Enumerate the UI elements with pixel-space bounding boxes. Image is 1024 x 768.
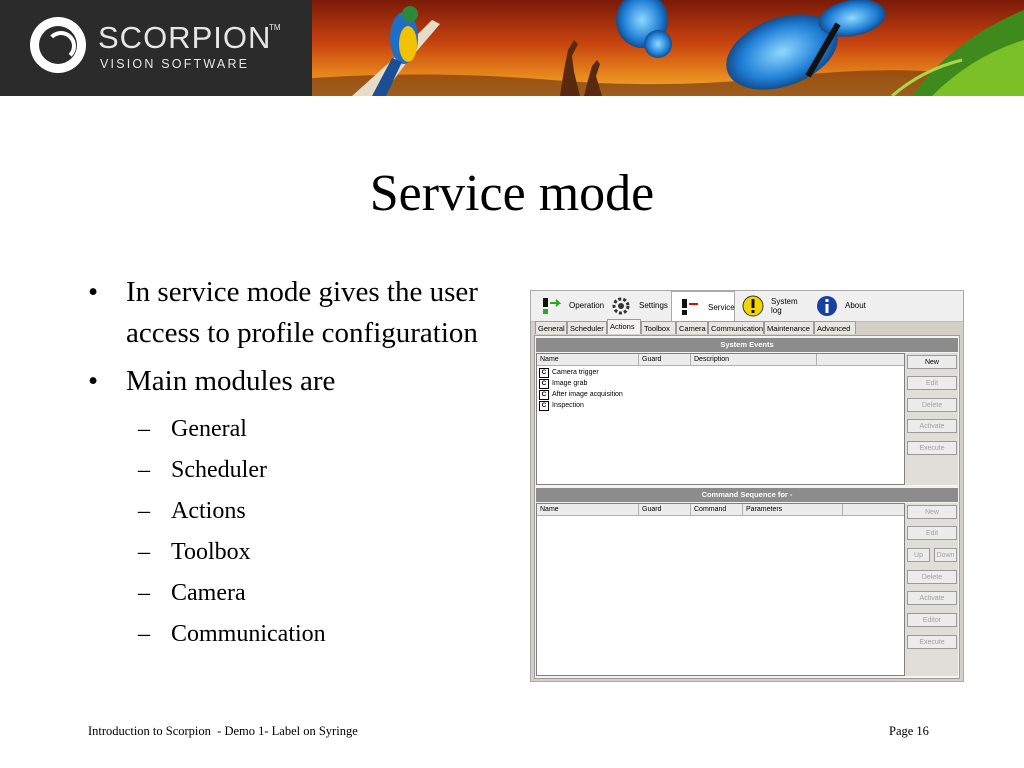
bullet-item	[88, 272, 508, 354]
sub-bullet-text: Toolbox	[171, 539, 251, 565]
tab-label: System log	[771, 296, 798, 315]
edit-command-button[interactable]: Edit	[907, 526, 957, 540]
subtab-communication[interactable]: Communication	[708, 321, 764, 334]
bullet-glyph: •	[88, 365, 99, 397]
row-name: Inspection	[552, 402, 584, 409]
logo-subtitle: VISION SOFTWARE	[100, 57, 250, 71]
dash-glyph: –	[138, 580, 150, 606]
bullet-glyph: •	[88, 276, 99, 308]
system-events-header: System Events	[536, 338, 958, 352]
tab-service[interactable]	[671, 291, 735, 322]
sub-bullet-item	[88, 409, 508, 450]
dash-glyph: –	[138, 498, 150, 524]
command-badge-icon: C	[539, 379, 549, 389]
header-banner	[0, 0, 1024, 96]
move-down-button[interactable]: Down	[934, 548, 957, 562]
bullet-list	[88, 272, 508, 655]
slide-title: Service mode	[369, 165, 655, 222]
actions-pane	[534, 335, 960, 679]
subtab-actions[interactable]: Actions	[607, 319, 641, 334]
column-header-command[interactable]: Command	[691, 504, 743, 515]
bullet-item	[88, 361, 508, 402]
activate-event-button[interactable]: Activate	[907, 419, 957, 433]
bullet-text: In service mode gives the user access to profile configuration	[126, 276, 478, 349]
sub-bullet-text: Communication	[171, 621, 326, 647]
tab-label: About	[845, 301, 866, 310]
tab-operation[interactable]	[533, 292, 605, 319]
tab-label: Operation	[569, 301, 605, 310]
tab-label: Service	[708, 302, 735, 312]
dash-glyph: –	[138, 457, 150, 483]
editor-button[interactable]: Editor	[907, 613, 957, 627]
gear-icon	[609, 295, 633, 317]
column-header-guard[interactable]: Guard	[639, 354, 691, 365]
tab-about[interactable]	[809, 292, 867, 319]
new-command-button[interactable]: New	[907, 505, 957, 519]
tab-settings[interactable]	[603, 292, 669, 319]
column-header-name[interactable]: Name	[537, 354, 639, 365]
sub-tab-bar	[535, 321, 959, 335]
dash-glyph: –	[138, 416, 150, 442]
sub-bullet-item	[88, 450, 508, 491]
table-row[interactable]	[539, 378, 587, 389]
dash-glyph: –	[138, 539, 150, 565]
subtab-general[interactable]: General	[535, 321, 567, 334]
sub-bullet-item	[88, 532, 508, 573]
operation-icon	[539, 295, 563, 317]
system-events-grid[interactable]	[536, 353, 905, 485]
column-header-name[interactable]: Name	[537, 504, 639, 515]
activate-command-button[interactable]: Activate	[907, 591, 957, 605]
sub-bullet-item	[88, 573, 508, 614]
subtab-maintenance[interactable]: Maintenance	[764, 321, 814, 334]
grid-header	[537, 504, 904, 516]
command-badge-icon: C	[539, 401, 549, 411]
sub-bullet-item	[88, 614, 508, 655]
edit-event-button[interactable]: Edit	[907, 376, 957, 390]
info-icon	[815, 295, 839, 317]
service-mode-window	[530, 290, 964, 682]
table-row[interactable]	[539, 400, 584, 411]
sub-bullet-text: General	[171, 416, 247, 442]
subtab-advanced[interactable]: Advanced	[814, 321, 856, 334]
sub-bullet-text: Camera	[171, 580, 246, 606]
logo-name: SCORPION	[98, 20, 272, 55]
command-sequence-grid[interactable]	[536, 503, 905, 676]
footer-presentation-title: Introduction to Scorpion - Demo 1- Label on Syringe	[88, 724, 358, 738]
logo-area	[0, 0, 312, 96]
tab-label: Settings	[639, 301, 668, 310]
footer-page-number: Page 16	[889, 724, 929, 738]
sub-bullet-text: Actions	[171, 498, 246, 524]
tab-system-log[interactable]	[735, 292, 807, 319]
dash-glyph: –	[138, 621, 150, 647]
logo-trademark: TM	[269, 23, 281, 32]
command-sequence-header: Command Sequence for -	[536, 488, 958, 502]
sub-bullet-item	[88, 491, 508, 532]
grid-header	[537, 354, 904, 366]
warning-icon	[741, 295, 765, 317]
sub-bullet-text: Scheduler	[171, 457, 267, 483]
jungle-scene-image	[312, 0, 1024, 96]
table-row[interactable]	[539, 389, 623, 400]
table-row[interactable]	[539, 367, 599, 378]
service-icon	[678, 296, 702, 318]
column-header-guard[interactable]: Guard	[639, 504, 691, 515]
execute-command-button[interactable]: Execute	[907, 635, 957, 649]
execute-event-button[interactable]: Execute	[907, 441, 957, 455]
column-header-description[interactable]: Description	[691, 354, 817, 365]
main-tab-bar	[531, 291, 963, 322]
scorpion-logo-icon	[30, 17, 86, 73]
delete-event-button[interactable]: Delete	[907, 398, 957, 412]
row-name: Image grab	[552, 380, 588, 387]
subtab-scheduler[interactable]: Scheduler	[567, 321, 607, 334]
new-event-button[interactable]: New	[907, 355, 957, 369]
column-header-parameters[interactable]: Parameters	[743, 504, 843, 515]
bullet-text: Main modules are	[126, 365, 336, 397]
subtab-camera[interactable]: Camera	[676, 321, 708, 334]
subtab-toolbox[interactable]: Toolbox	[641, 321, 676, 334]
command-badge-icon: C	[539, 390, 549, 400]
row-name: Camera trigger	[552, 369, 599, 376]
row-name: After image acquisition	[552, 391, 623, 398]
delete-command-button[interactable]: Delete	[907, 570, 957, 584]
command-badge-icon: C	[539, 368, 549, 378]
move-up-button[interactable]: Up	[907, 548, 930, 562]
